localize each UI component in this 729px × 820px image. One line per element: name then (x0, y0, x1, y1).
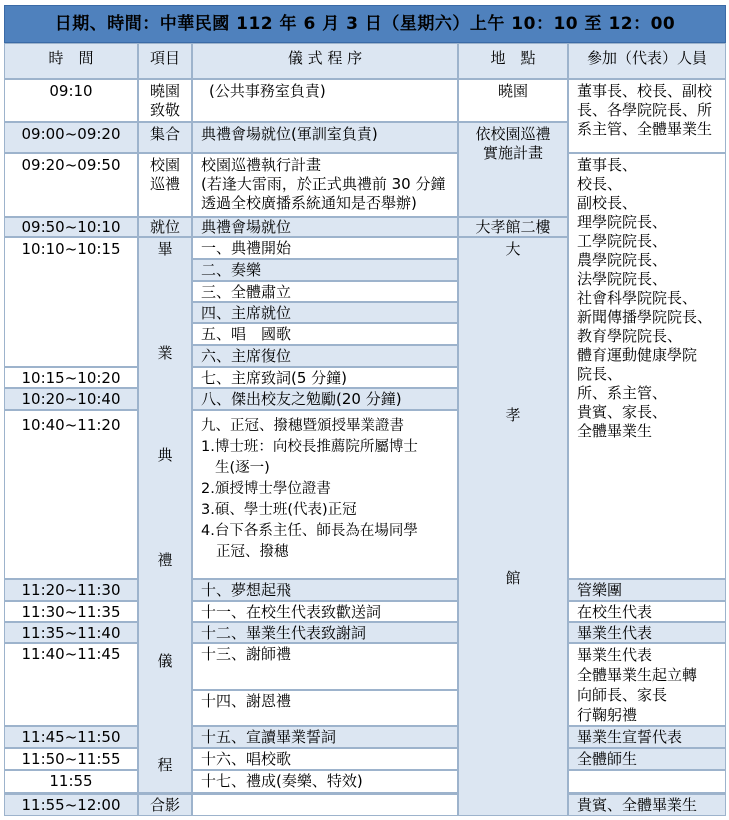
attendees-cell: 畢業生代表 (568, 622, 726, 643)
ceremony-char: 禮 (157, 551, 173, 569)
header-project: 項目 (138, 43, 192, 79)
header-time: 時 間 (4, 43, 138, 79)
program-text: 2.頒授博士學位證書 (201, 481, 331, 497)
program-text: 4.台下各系主任、師長為在場同學 (201, 523, 418, 539)
program-cell: (公共事務室負責) (192, 79, 458, 122)
program-cell: 典禮會場就位(軍訓室負責) (192, 122, 458, 153)
project-text: 致敬 (149, 101, 180, 119)
attendees-cell (568, 770, 726, 793)
program-cell: 十二、畢業生代表致謝詞 (192, 622, 458, 643)
attendees-cell: 畢業生宣誓代表 (568, 726, 726, 748)
location-text: 實施計畫 (482, 144, 543, 162)
project-text: 曉園 (149, 82, 180, 100)
attendees-text: 體育運動健康學院 (577, 346, 698, 364)
program-cell: 十三、謝師禮 (192, 643, 458, 690)
project-cell: 合影 (138, 793, 192, 816)
time-cell: 11:30~11:35 (4, 601, 138, 622)
attendees-text: 教育學院院長、 (577, 327, 683, 345)
project-ceremony-cell (138, 237, 192, 793)
program-text: (若逢大雷雨，於正式典禮前 30 分鐘 (201, 175, 446, 193)
attendees-text: 社會科學院院長、 (577, 289, 698, 307)
attendees-text: 校長、 (577, 175, 623, 193)
attendees-text: 貴賓、家長、 (577, 403, 668, 421)
time-cell: 09:20~09:50 (4, 153, 138, 217)
attendees-text: 系主管、全體畢業生 (577, 120, 713, 138)
program-cell: 八、傑出校友之勉勵(20 分鐘) (192, 388, 458, 410)
program-cell (192, 793, 458, 816)
ceremony-char: 程 (157, 756, 173, 774)
attendees-text: 副校長、 (577, 194, 638, 212)
time-cell: 11:40~11:45 (4, 643, 138, 726)
attendees-cell (568, 79, 726, 153)
program-cell: 十七、禮成(奏樂、特效) (192, 770, 458, 793)
program-cell: 六、主席復位 (192, 345, 458, 367)
attendees-cell: 貴賓、全體畢業生 (568, 793, 726, 816)
attendees-cell (568, 643, 726, 726)
attendees-text: 法學院院長、 (577, 270, 668, 288)
attendees-text: 所、系主管、 (577, 384, 668, 402)
ceremony-char: 畢 (157, 240, 173, 258)
time-cell: 09:10 (4, 79, 138, 122)
program-cell: 四、主席就位 (192, 302, 458, 323)
attendees-text: 董事長、校長、副校 (577, 82, 713, 100)
attendees-cell: 全體師生 (568, 748, 726, 770)
location-cell: 曉園 (458, 79, 568, 122)
program-text: 正冠、撥穗 (216, 544, 289, 560)
time-cell: 10:10~10:15 (4, 237, 138, 367)
program-text: 3.碩、學士班(代表)正冠 (201, 502, 357, 518)
program-cell: 十、夢想起飛 (192, 579, 458, 601)
attendees-cell: 管樂團 (568, 579, 726, 601)
header-program: 儀 式 程 序 (192, 43, 458, 79)
ceremony-char: 業 (157, 344, 173, 362)
header-location: 地 點 (458, 43, 568, 79)
location-cell: 大孝館二樓 (458, 217, 568, 237)
project-cell (138, 153, 192, 217)
attendees-text: 畢業生代表 (577, 646, 653, 664)
attendees-text: 全體畢業生 (577, 422, 653, 440)
project-text: 校園 (149, 156, 180, 174)
program-cell: 七、主席致詞(5 分鐘) (192, 367, 458, 388)
time-cell: 09:50~10:10 (4, 217, 138, 237)
program-cell: 五、唱 國歌 (192, 323, 458, 345)
attendees-text: 長、各學院院長、所 (577, 101, 713, 119)
program-text: 九、正冠、撥穗暨頒授畢業證書 (201, 418, 404, 434)
ceremony-char: 典 (157, 446, 173, 464)
program-cell: 三、全體肅立 (192, 281, 458, 302)
location-text: 依校園巡禮 (475, 125, 551, 143)
project-cell (138, 79, 192, 122)
program-text: 生(逐一) (215, 460, 270, 476)
location-hall-cell (458, 237, 568, 816)
time-cell: 11:35~11:40 (4, 622, 138, 643)
program-cell: 十六、唱校歌 (192, 748, 458, 770)
attendees-text: 全體畢業生起立轉 (577, 666, 698, 684)
program-cell: 十一、在校生代表致歡送詞 (192, 601, 458, 622)
time-cell: 11:55~12:00 (4, 793, 138, 816)
time-cell: 11:45~11:50 (4, 726, 138, 748)
time-cell: 09:00~09:20 (4, 122, 138, 153)
hall-char: 孝 (505, 406, 521, 424)
ceremony-char: 儀 (157, 652, 173, 670)
attendees-text: 院長、 (577, 365, 623, 383)
header-attendees: 參加（代表）人員 (568, 43, 726, 79)
program-cell: 十五、宣讀畢業誓詞 (192, 726, 458, 748)
time-cell: 10:40~11:20 (4, 410, 138, 579)
project-cell: 就位 (138, 217, 192, 237)
hall-char: 館 (505, 569, 521, 587)
location-cell (458, 122, 568, 217)
attendees-cell (568, 153, 726, 579)
project-text: 巡禮 (149, 175, 180, 193)
attendees-text: 董事長、 (577, 156, 638, 174)
time-cell: 11:20~11:30 (4, 579, 138, 601)
program-text: 透過全校廣播系統通知是否舉辦) (201, 194, 417, 212)
program-text: 1.博士班：向校長推薦院所屬博士 (201, 439, 418, 455)
time-cell: 11:50~11:55 (4, 748, 138, 770)
project-cell: 集合 (138, 122, 192, 153)
attendees-text: 工學院院長、 (577, 232, 668, 250)
program-cell (192, 153, 458, 217)
program-cell: 二、奏樂 (192, 259, 458, 281)
schedule-title: 日期、時間：中華民國 112 年 6 月 3 日（星期六）上午 10：10 至 12：00 (4, 5, 726, 43)
attendees-cell: 在校生代表 (568, 601, 726, 622)
attendees-text: 行鞠躬禮 (577, 706, 638, 724)
attendees-text: 向師長、家長 (577, 686, 668, 704)
time-cell: 10:20~10:40 (4, 388, 138, 410)
attendees-text: 農學院院長、 (577, 251, 668, 269)
time-cell: 11:55 (4, 770, 138, 793)
program-cell: 典禮會場就位 (192, 217, 458, 237)
time-cell: 10:15~10:20 (4, 367, 138, 388)
attendees-text: 理學院院長、 (577, 213, 668, 231)
attendees-text: 新聞傳播學院院長、 (577, 308, 713, 326)
program-cell (192, 410, 458, 579)
hall-char: 大 (505, 240, 521, 258)
program-cell: 十四、謝恩禮 (192, 690, 458, 726)
program-text: 校園巡禮執行計畫 (201, 156, 322, 174)
program-cell: 一、典禮開始 (192, 237, 458, 259)
